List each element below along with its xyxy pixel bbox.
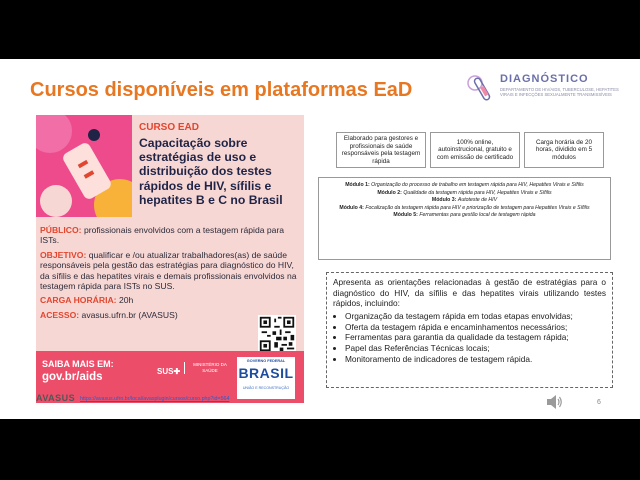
orientations-list xyxy=(333,311,606,365)
sus-text: SUS xyxy=(157,367,174,376)
info-box-audience: Elaborado para gestores e profissionais de saúde responsáveis pela testagem rápida xyxy=(336,132,426,168)
publico-block xyxy=(40,225,302,246)
list-item: • Monitoramento de indicadores de testagem rápida. xyxy=(345,354,606,365)
brasil-slogan: UNIÃO E RECONSTRUÇÃO xyxy=(242,386,290,390)
governo-federal-text: GOVERNO FEDERAL xyxy=(246,359,286,363)
module-4-label: Módulo 4: xyxy=(339,204,364,211)
orientations-intro: Apresenta as orientações relacionadas à gestão de estratégias para o diagnóstico do HIV, da sífilis e das hepatites virais utilizando testes rápidos, incluindo: xyxy=(333,277,606,309)
logo-subtitle: DEPARTAMENTO DE HIV/AIDS, TUBERCULOSE, HEPATITES VIRAIS E INFECÇÕES SEXUALMENTE TRANSMISSÍVEIS xyxy=(500,87,619,97)
objetivo-text: qualificar e /ou atualizar trabalhadores(as) de saúde responsáveis pela gestão das estratégias para diagnóstico do HIV, da sífilis e das hepatites virais e demais profissionais envolvidos na testagem rápida para ISTs no SUS. xyxy=(40,249,297,292)
module-1-text: Organização do processo de trabalho em testagem rápida para HIV, Hepatites Virais e Sífilis xyxy=(371,182,584,188)
course-url-link[interactable]: https://avasus.ufrn.br/local/avasplugin/cursos/curso.php?id=564 xyxy=(80,396,230,402)
presentation-slide xyxy=(0,59,640,419)
saiba-mais-label: SAIBA MAIS EM: xyxy=(42,359,114,369)
objetivo-block xyxy=(40,250,302,292)
module-3-label: Módulo 3: xyxy=(431,197,457,204)
list-item: • Oferta da testagem rápida e encaminhamentos necessários; xyxy=(345,322,606,333)
logo-name: DIAGNÓSTICO xyxy=(500,73,589,85)
acesso-label: ACESSO: xyxy=(40,309,80,320)
objetivo-label: OBJETIVO: xyxy=(40,249,87,260)
module-4-text: Focalização da testagem rápida para HIV e priorização de testagem para Hepatites Virais e Sífilis xyxy=(365,204,590,211)
module-2 xyxy=(319,190,610,198)
rapid-test-illustration-icon xyxy=(36,115,132,217)
diagnostico-logo xyxy=(465,71,619,113)
ministerio-logo: MINISTÉRIO DA SAÚDE xyxy=(184,362,235,374)
orientations-box xyxy=(326,272,613,388)
info-box-format: 100% online, autoinstrucional, gratuito e com emissão de certificado xyxy=(430,132,520,168)
list-item: • Ferramentas para garantia da qualidade da testagem rápida; xyxy=(345,332,606,343)
slide-title: Cursos disponíveis em plataformas EaD xyxy=(30,79,413,101)
carga-block xyxy=(40,295,302,305)
module-2-label: Módulo 2: xyxy=(377,189,402,196)
course-header xyxy=(139,122,304,207)
course-title: Capacitação sobre estratégias de uso e distribuição dos testes rápidos de HIV, sífilis e hepatites B e C no Brasil xyxy=(139,136,283,207)
list-item: • Organização da testagem rápida em todas etapas envolvidas; xyxy=(345,311,606,322)
module-3-text: Autoteste de HIV xyxy=(457,197,498,204)
speaker-icon[interactable] xyxy=(545,393,563,411)
module-4 xyxy=(319,205,610,213)
course-details xyxy=(40,225,302,324)
module-3 xyxy=(319,197,610,205)
gov-link[interactable]: gov.br/aids xyxy=(42,371,103,383)
module-5 xyxy=(319,212,610,220)
test-tube-logo-icon xyxy=(465,73,495,107)
module-5-label: Módulo 5: xyxy=(393,212,418,219)
module-2-text: Qualidade da testagem rápida para HIV, Hepatites Virais e Sífilis xyxy=(403,189,552,196)
module-5-text: Ferramentas para gestão local de testagem rápida xyxy=(419,212,536,219)
plus-icon: ✚ xyxy=(173,367,181,376)
module-1-label: Módulo 1: xyxy=(345,182,370,188)
carga-label: CARGA HORÁRIA: xyxy=(40,295,117,306)
page-number: 6 xyxy=(597,399,601,406)
modules-box xyxy=(318,177,611,260)
qr-code-icon[interactable] xyxy=(258,315,296,353)
course-card xyxy=(36,115,304,403)
carga-text: 20h xyxy=(118,295,134,306)
governo-federal-logo xyxy=(237,357,295,399)
module-1 xyxy=(319,182,610,190)
list-item: • Papel das Referências Técnicas locais; xyxy=(345,343,606,354)
acesso-text: avasus.ufrn.br (AVASUS) xyxy=(81,309,178,320)
brasil-wordmark: BRASIL xyxy=(238,365,294,381)
publico-text: profissionais envolvidos com a testagem rápida para ISTs. xyxy=(40,225,285,246)
course-kicker: CURSO EAD xyxy=(139,122,200,133)
avasus-logo: AVASUS xyxy=(36,393,76,403)
info-box-workload: Carga horária de 20 horas, dividido em 5 módulos xyxy=(524,132,604,168)
publico-label: PÚBLICO: xyxy=(40,225,82,235)
sus-logo xyxy=(157,367,180,376)
